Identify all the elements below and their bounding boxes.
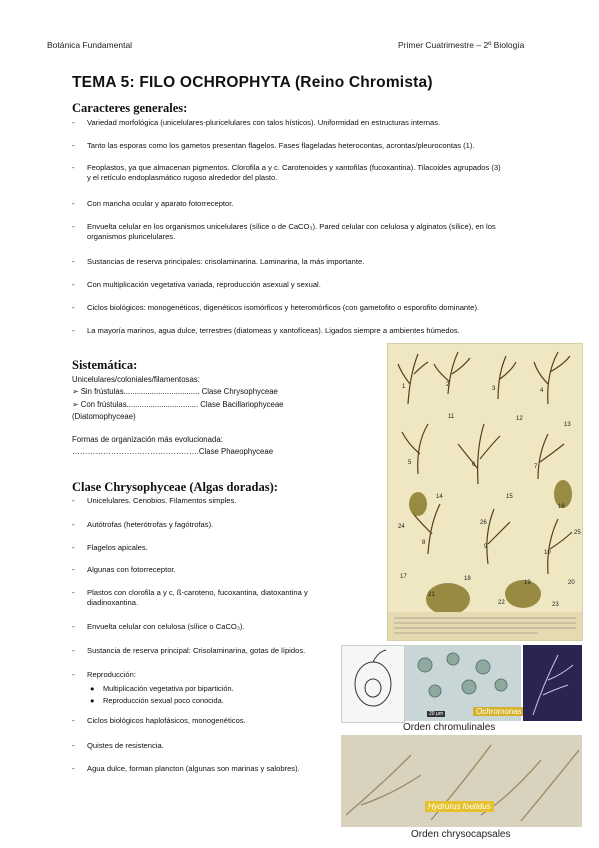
bullet-text: Agua dulce, forman plancton (algunas son marinas y salobres).	[87, 764, 300, 773]
bullet-dash: -	[72, 565, 75, 574]
hydrurus-filaments	[341, 735, 582, 827]
plate-number: 1	[402, 384, 406, 390]
bullet-text: Envuelta celular con celulosa (sílice o CaCO₃).	[87, 622, 245, 631]
plate-number: 5	[408, 460, 412, 466]
bullet-text: Unicelulares. Cenobios. Filamentos simples.	[87, 496, 237, 505]
bullet-item	[72, 670, 342, 680]
bullet-dash: -	[72, 520, 75, 529]
bullet-text: La mayoría marinos, agua dulce, terrestres (diatomeas y xantofíceas). Ligados siempre a ambientes húmedos.	[87, 326, 460, 335]
bullet-text: Ciclos biológicos haplofásicos, monogenéticos.	[87, 716, 246, 725]
figure-caption-chrysocapsales: Orden chrysocapsales	[411, 829, 511, 840]
bullet-text: Flagelos apicales.	[87, 543, 148, 552]
sub-bullet: ● Multiplicación vegetativa por bipartición.	[90, 684, 234, 693]
bullet-dash: -	[72, 646, 75, 655]
algae-drawings	[388, 344, 582, 640]
bullet-dash: -	[72, 496, 75, 505]
plate-number: 3	[492, 386, 496, 392]
plate-number: 10	[544, 550, 551, 556]
bullet-text: Algunas con fotorreceptor.	[87, 565, 176, 574]
hydrurus-label: Hydrurus foetidus	[425, 801, 494, 812]
bullet-item	[72, 543, 342, 553]
bullet-dash: -	[72, 764, 75, 773]
bullet-text: diadinoxantina.	[87, 598, 139, 607]
bullet-text: Con mancha ocular y aparato fotorreceptor.	[87, 199, 234, 208]
sub-bullet-text: Reproducción sexual poco conocida.	[103, 696, 224, 705]
plate-number: 4	[540, 388, 544, 394]
bullet-text: Envuelta celular en los organismos unicelulares (sílice o de CaCO₃). Pared celular con celulosa y alginatos (sílice), en los	[87, 222, 496, 231]
sub-bullet-text: Multiplicación vegetativa por bipartición.	[103, 684, 234, 693]
plate-number: 8	[422, 540, 426, 546]
plate-number: 11	[448, 414, 455, 420]
bullet-text: organismos pluricelulares.	[87, 232, 176, 241]
scale-bar-label: 20 µm	[429, 711, 443, 717]
bullet-dash: -	[72, 118, 75, 127]
page-title: TEMA 5: FILO OCHROPHYTA (Reino Chromista)	[72, 74, 433, 91]
bullet-dash: -	[72, 326, 75, 335]
bullet-dash: -	[72, 199, 75, 208]
bullet-item	[72, 257, 542, 267]
bullet-dash: -	[72, 141, 75, 150]
bullet-item	[72, 646, 342, 656]
bullet-text: Tanto las esporas como los gametos presentan flagelos. Fases flageladas heterocontas, acrontas/pleurocontas (1).	[87, 141, 475, 150]
bullet-text: Sustancia de reserva principal: Crisolaminarina, gotas de lípidos.	[87, 646, 306, 655]
bullet-dash: -	[72, 670, 75, 679]
sistematica-line: Unicelulares/coloniales/filamentosas:	[72, 375, 200, 384]
sistematica-line: ➢ Con frústulas................................. Clase Bacillariophyceae	[72, 400, 284, 409]
ochromonas-micrograph	[405, 645, 521, 721]
sistematica-line: ➢ Sin frústulas................................... Clase Chrysophyceae	[72, 387, 278, 396]
bullet-text: y el retículo endoplasmático rugoso alrededor del plasto.	[87, 173, 278, 182]
bullet-text: Feoplastos, ya que almacenan pigmentos. Clorofila a y c. Carotenoides y xantofilas (fucoxantina). Tilacoides agrupados (3)	[87, 163, 501, 172]
bullet-item	[72, 622, 342, 632]
figure-caption-chromulinales: Orden chromulinales	[403, 722, 496, 733]
bullet-dash: -	[72, 303, 75, 312]
bullet-text: Autótrofas (heterótrofas y fagótrofas).	[87, 520, 214, 529]
plate-number: 21	[428, 592, 435, 598]
plate-number: 15	[506, 494, 513, 500]
bullet-dash: -	[72, 257, 75, 266]
bullet-item	[72, 303, 542, 313]
bullet-item	[72, 565, 342, 575]
plate-number: 13	[564, 422, 571, 428]
colony-micrograph	[523, 645, 582, 721]
section-heading-sistematica: Sistemática:	[72, 358, 138, 372]
bullet-dash: -	[72, 588, 75, 597]
bullet-item	[72, 280, 542, 290]
plate-number: 25	[574, 530, 581, 536]
plate-number: 6	[472, 462, 476, 468]
plate-number: 26	[480, 520, 487, 526]
plate-number: 17	[400, 574, 407, 580]
plate-number: 2	[446, 382, 450, 388]
cell-drawing-image	[341, 645, 405, 723]
bullet-text: Plastos con clorofila a y c, ß-caroteno, fucoxantina, diatoxantina y	[87, 588, 308, 597]
bullet-item	[72, 520, 342, 530]
bullet-dash: -	[72, 280, 75, 289]
bullet-dash: -	[72, 222, 75, 231]
bullet-item	[72, 588, 342, 608]
bullet-text: Reproducción:	[87, 670, 136, 679]
plate-number: 14	[436, 494, 443, 500]
bullet-item	[72, 496, 342, 506]
plate-number: 22	[498, 600, 505, 606]
bullet-text: Ciclos biológicos: monogenéticos, digenéticos isomórficos y heteromórficos (con gametofito o esporofito dominante).	[87, 303, 480, 312]
bullet-text: Quistes de resistencia.	[87, 741, 164, 750]
bullet-item	[72, 764, 342, 774]
plate-number: 20	[568, 580, 575, 586]
bullet-dash: -	[72, 741, 75, 750]
bullet-item	[72, 199, 542, 209]
bullet-item	[72, 222, 542, 242]
cell-drawing	[342, 646, 404, 722]
hydrurus-photo	[341, 735, 582, 827]
bullet-dash: -	[72, 716, 75, 725]
header-right: Primer Cuatrimestre – 2º Biología	[398, 40, 525, 50]
bullet-item	[72, 141, 542, 151]
plate-number: 7	[534, 464, 538, 470]
plate-number: 9	[484, 544, 488, 550]
sistematica-line: ………………………………………….Clase Phaeophyceae	[72, 447, 274, 456]
plate-number: 16	[558, 504, 565, 510]
colony-branches	[523, 645, 582, 721]
bullet-item	[72, 716, 342, 726]
bullet-dash: -	[72, 543, 75, 552]
bullet-item	[72, 118, 542, 128]
plate-number: 12	[516, 416, 523, 422]
ochromonas-label: Ochromonas	[473, 707, 525, 716]
bullet-item	[72, 741, 342, 751]
plate-number: 19	[524, 580, 531, 586]
bullet-text: Variedad morfológica (unicelulares-pluricelulares con talos hísticos). Uniformidad en estructuras internas.	[87, 118, 441, 127]
bullet-item	[72, 163, 542, 183]
bullet-item	[72, 326, 542, 336]
sub-bullet: ● Reproducción sexual poco conocida.	[90, 696, 224, 705]
header-left: Botánica Fundamental	[47, 40, 133, 50]
bullet-dash: -	[72, 163, 75, 172]
algae-illustration-plate	[387, 343, 583, 641]
sistematica-line: Formas de organización más evolucionada:	[72, 435, 223, 444]
sistematica-line: (Diatomophyceae)	[72, 412, 136, 421]
section-heading-caracteres: Caracteres generales:	[72, 101, 188, 115]
bullet-text: Sustancias de reserva principales: crisolaminarina. Laminarina, la más importante.	[87, 257, 365, 266]
bullet-text: Con multiplicación vegetativa variada, reproducción asexual y sexual.	[87, 280, 321, 289]
plate-number: 18	[464, 576, 471, 582]
section-heading-chrysophyceae: Clase Chrysophyceae (Algas doradas):	[72, 480, 278, 494]
plate-number: 24	[398, 524, 405, 530]
plate-number: 23	[552, 602, 559, 608]
bullet-dash: -	[72, 622, 75, 631]
